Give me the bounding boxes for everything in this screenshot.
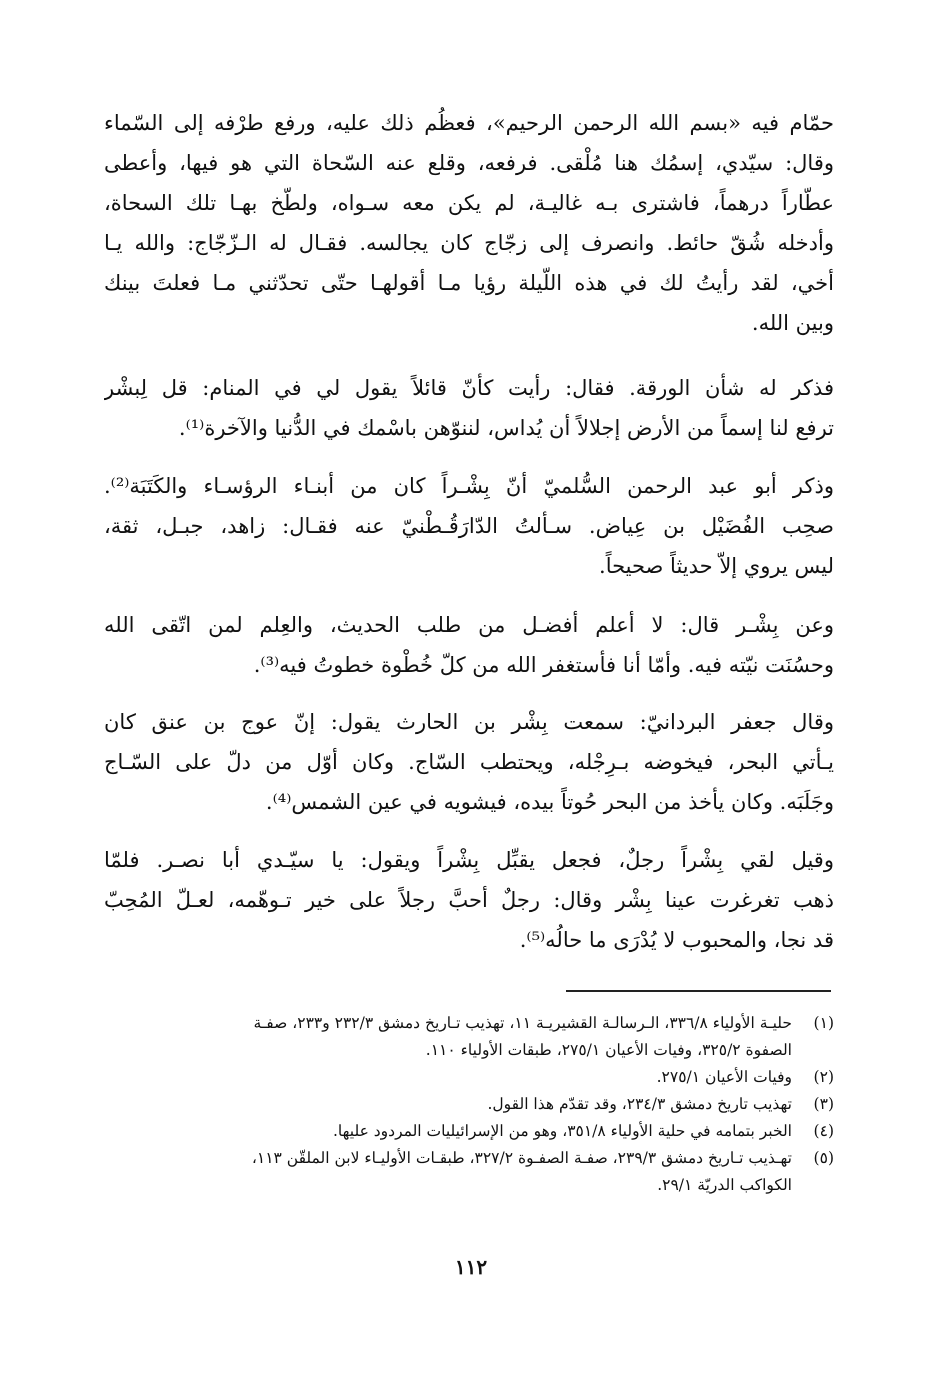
footnote-line: تهذيب تاريخ دمشق ٢٣٤/٣، وقد تقدّم هذا القول.	[487, 1095, 792, 1113]
footnote-line: الصفوة ٣٢٥/٢، وفيات الأعيان ٢٧٥/١، طبقات الأولياء ١١٠.	[425, 1041, 792, 1059]
footnote-number: (١)	[813, 1014, 834, 1032]
footnote-5	[104, 1145, 834, 1199]
footnote-line: الكواكب الدريّة ٢٩/١.	[657, 1176, 792, 1194]
footnote-line: الخبر بتمامه في حلية الأولياء ٣٥١/٨، وهو من الإسرائيليات المردود عليها.	[333, 1122, 792, 1140]
text-line: وقال جعفر البردانيّ: سمعت بِشْر بن الحارث يقول: إنّ عوج بن عنق كان	[104, 710, 834, 734]
paragraph-5	[104, 702, 834, 822]
footnote-line: وفيات الأعيان ٢٧٥/١.	[656, 1068, 792, 1086]
text-line: ذهب تغرغرت عينا بِشْر وقال: رجلٌ أحبَّ رجلاً على خير تـوهّمه، لعـلّ المُحِبّ	[104, 888, 834, 912]
text-line: وجَلَبَه. وكان يأخذ من البحر حُوتاً بيده، فيشويه في عين الشمس⁽⁴⁾.	[265, 790, 834, 814]
paragraph-6	[104, 840, 834, 960]
footnote-1	[104, 1010, 834, 1064]
text-line: وذكر أبو عبد الرحمن السُّلميّ أنّ بِشْـراً كان من أبنـاء الرؤسـاء والكَتَبَة⁽²⁾.	[104, 474, 834, 498]
text-line: وأدخله شُقّ حائط. وانصرف إلى زجّاج كان يجالسه. فقـال له الـزّجّاج: والله يـا	[104, 231, 834, 255]
paragraph-4	[104, 605, 834, 685]
text-line: أخي، لقد رأيتُ لك في هذه اللّيلة رؤيا مـا أقولهـا حتّى تحدّثني مـا فعلتَ بينك	[104, 271, 834, 295]
footnote-4	[104, 1118, 834, 1145]
footnote-number: (٢)	[813, 1068, 834, 1086]
text-line: عطّاراً درهماً، فاشترى بـه غاليـة، لم يكن معه سـواه، ولطّخ بهـا تلك السحاة،	[104, 191, 834, 215]
footnote-number: (٣)	[813, 1095, 834, 1113]
footnote-number: (٤)	[813, 1122, 834, 1140]
footnote-separator	[566, 990, 831, 992]
text-line: فذكر له شأن الورقة. فقال: رأيت كأنّ قائلاً يقول لي في المنام: قل لِبشْر	[104, 376, 834, 400]
text-line: وحسُنَت نيّته فيه. وأمّا أنا فأستغفر الله من كلّ خُطْوة خطوتُ فيه⁽³⁾.	[253, 653, 834, 677]
text-line: ترفع لنا إسماً من الأرض إجلالاً أن يُداس، لننوّهن باسْمك في الدُّنيا والآخرة⁽¹⁾.	[178, 416, 834, 440]
text-line: وعن بِشْـر قال: لا أعلم أفضـل من طلب الحديث، والعِلم لمن اتّقى الله	[104, 613, 834, 637]
text-line: وبين الله.	[751, 311, 834, 335]
footnotes	[104, 1010, 834, 1199]
paragraph-3	[104, 466, 834, 586]
text-line: قد نجا، والمحبوب لا يُدْرَى ما حالُه⁽⁵⁾.	[519, 928, 834, 952]
text-line: ليس يروي إلاّ حديثاً صحيحاً.	[599, 554, 834, 578]
page-number: ١١٢	[454, 1255, 488, 1279]
text-line: يـأتي البحر، فيخوضه بـرِجْله، ويحتطب السّاج. وكان أوّل من دلّ على السّـاج	[104, 750, 834, 774]
paragraph-1	[104, 103, 834, 343]
paragraph-2	[104, 368, 834, 448]
footnote-line: حليـة الأولياء ٣٣٦/٨، الـرسالـة القشيريـة ١١، تهذيب تـاريخ دمشق ٢٣٢/٣ و٢٣٣، صفـة	[253, 1014, 792, 1032]
text-line: حمّام فيه «بسم الله الرحمن الرحيم»، فعظُم ذلك عليه، ورفع طرْفه إلى السّماء	[104, 111, 834, 135]
footnote-3	[104, 1091, 834, 1118]
text-line: صحِب الفُضَيْل بن عِياض. سـألتُ الدّارَقُـطْنيّ عنه فقـال: زاهد، جبـل، ثقة،	[104, 514, 834, 538]
footnote-line: تهـذيب تـاريخ دمشق ٢٣٩/٣، صفـة الصفـوة ٣٢٧/٢، طبقـات الأوليـاء لابن الملقّن ١١٣،	[251, 1149, 792, 1167]
footnote-number: (٥)	[813, 1149, 834, 1167]
text-line: وقال: سيّدي، إسمُك هنا مُلْقى. فرفعه، وقلع عنه السّحاة التي هو فيها، وأعطى	[104, 151, 834, 175]
text-line: وقيل لقي بِشْراً رجلٌ، فجعل يقبِّل بِشْراً ويقول: يا سيّـدي أبا نصـر. فلمّا	[104, 848, 834, 872]
footnote-2	[104, 1064, 834, 1091]
